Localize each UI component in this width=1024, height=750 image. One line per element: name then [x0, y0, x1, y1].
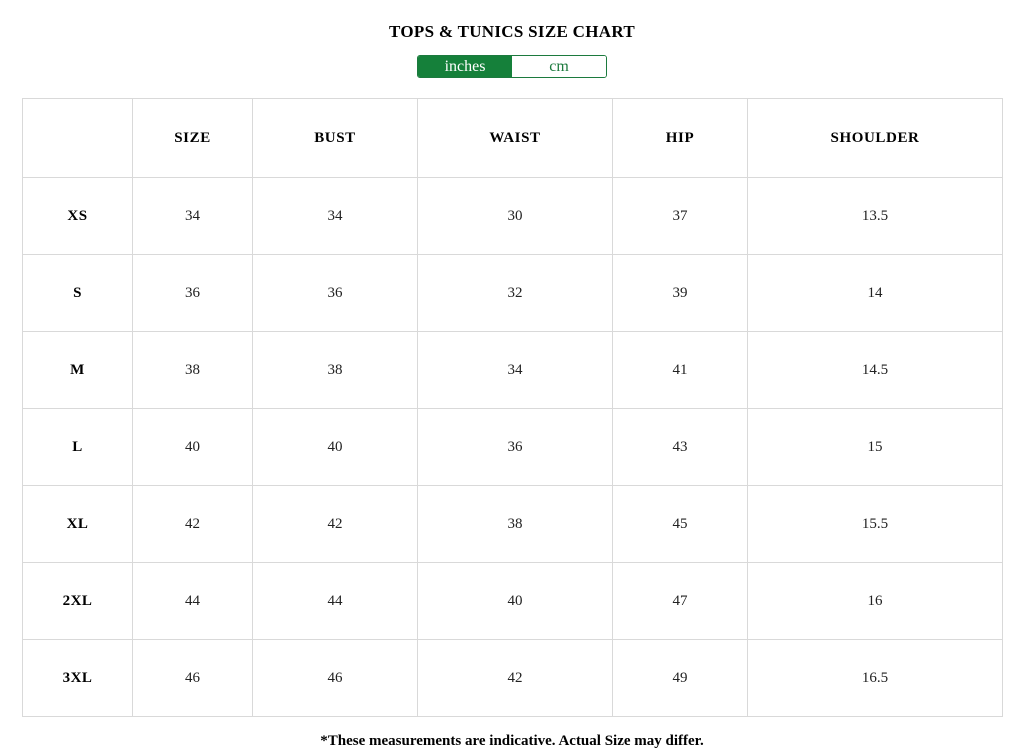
row-label-m: M [23, 332, 133, 409]
cell-m-size: 38 [133, 332, 253, 409]
row-label-s: S [23, 255, 133, 332]
row-label-l: L [23, 409, 133, 486]
cell-xl-bust: 42 [253, 486, 418, 563]
column-header-size: SIZE [133, 99, 253, 178]
column-header-bust: BUST [253, 99, 418, 178]
table-header-row [23, 99, 1003, 178]
cell-m-waist: 34 [418, 332, 613, 409]
cell-s-hip: 39 [613, 255, 748, 332]
cell-m-hip: 41 [613, 332, 748, 409]
table-row [23, 409, 1003, 486]
column-header-waist: WAIST [418, 99, 613, 178]
cell-xs-shoulder: 13.5 [748, 178, 1003, 255]
table-row [23, 563, 1003, 640]
table-row [23, 255, 1003, 332]
cell-xl-hip: 45 [613, 486, 748, 563]
cell-xl-shoulder: 15.5 [748, 486, 1003, 563]
cell-m-shoulder: 14.5 [748, 332, 1003, 409]
unit-toggle[interactable] [417, 55, 607, 78]
cell-l-size: 40 [133, 409, 253, 486]
cell-3xl-shoulder: 16.5 [748, 640, 1003, 717]
cell-3xl-hip: 49 [613, 640, 748, 717]
cell-s-waist: 32 [418, 255, 613, 332]
table-header [23, 99, 1003, 178]
cell-xl-size: 42 [133, 486, 253, 563]
cell-l-shoulder: 15 [748, 409, 1003, 486]
cell-l-bust: 40 [253, 409, 418, 486]
row-label-2xl: 2XL [23, 563, 133, 640]
cell-2xl-bust: 44 [253, 563, 418, 640]
unit-toggle-inches[interactable]: inches [418, 56, 512, 77]
table-row [23, 332, 1003, 409]
cell-s-size: 36 [133, 255, 253, 332]
cell-2xl-shoulder: 16 [748, 563, 1003, 640]
cell-xs-waist: 30 [418, 178, 613, 255]
row-label-xl: XL [23, 486, 133, 563]
cell-2xl-size: 44 [133, 563, 253, 640]
cell-m-bust: 38 [253, 332, 418, 409]
column-header-shoulder: SHOULDER [748, 99, 1003, 178]
row-label-xs: XS [23, 178, 133, 255]
row-label-3xl: 3XL [23, 640, 133, 717]
cell-3xl-bust: 46 [253, 640, 418, 717]
table-row [23, 178, 1003, 255]
column-header-hip: HIP [613, 99, 748, 178]
cell-xs-hip: 37 [613, 178, 748, 255]
cell-xl-waist: 38 [418, 486, 613, 563]
cell-2xl-waist: 40 [418, 563, 613, 640]
measurement-footnote: *These measurements are indicative. Actual Size may differ. [320, 733, 704, 749]
cell-xs-bust: 34 [253, 178, 418, 255]
page-title: TOPS & TUNICS SIZE CHART [389, 22, 635, 41]
cell-xs-size: 34 [133, 178, 253, 255]
table-row [23, 640, 1003, 717]
size-table-container [22, 98, 1002, 717]
cell-3xl-waist: 42 [418, 640, 613, 717]
table-row [23, 486, 1003, 563]
column-header-blank [23, 99, 133, 178]
cell-l-hip: 43 [613, 409, 748, 486]
cell-2xl-hip: 47 [613, 563, 748, 640]
cell-s-bust: 36 [253, 255, 418, 332]
cell-l-waist: 36 [418, 409, 613, 486]
cell-3xl-size: 46 [133, 640, 253, 717]
table-body [23, 178, 1003, 717]
cell-s-shoulder: 14 [748, 255, 1003, 332]
size-table [22, 98, 1003, 717]
unit-toggle-cm[interactable]: cm [512, 56, 606, 77]
